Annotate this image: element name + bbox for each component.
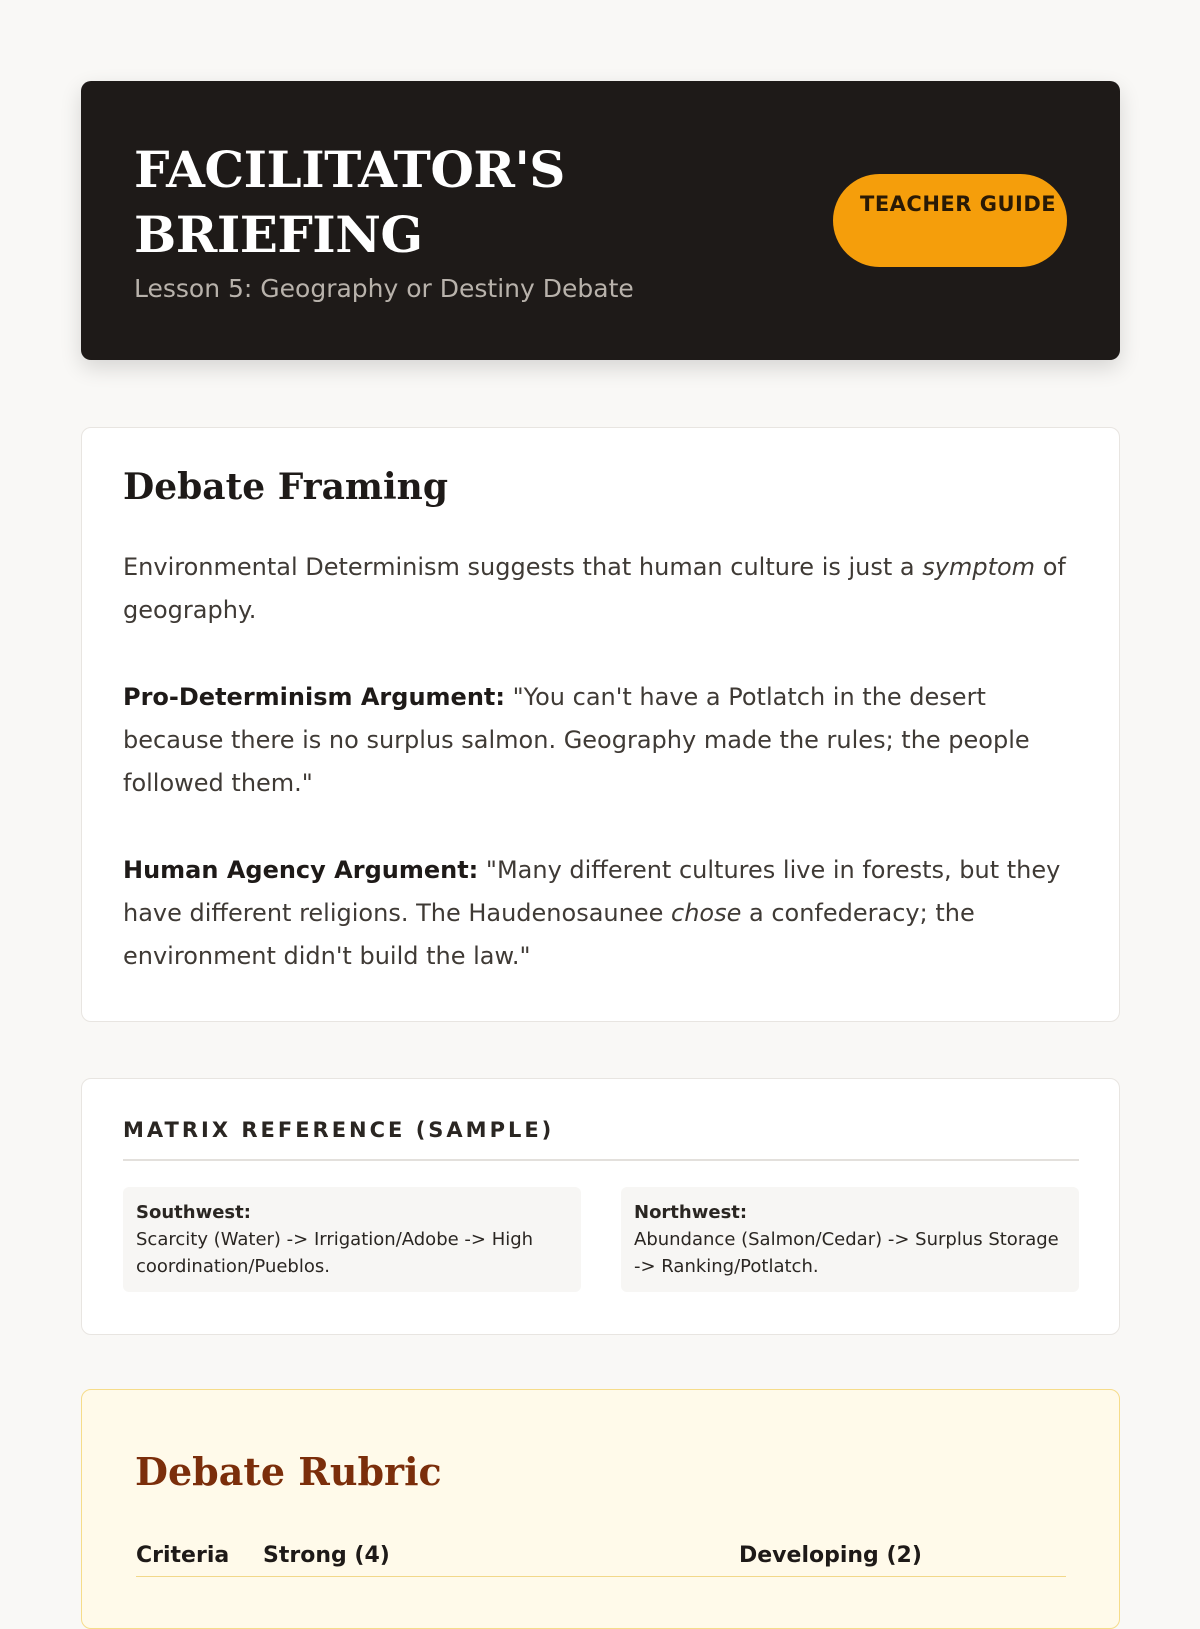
matrix-reference-card: [81, 1078, 1120, 1335]
column-header-developing: Developing (2): [739, 1543, 922, 1568]
page-subtitle: Lesson 5: Geography or Destiny Debate: [134, 274, 634, 303]
northwest-text: Abundance (Salmon/Cedar) -> Surplus Storage -> Ranking/Potlatch.: [634, 1229, 1059, 1277]
pro-determinism-text: "You can't have a Potlatch in the desert because there is no surplus salmon. Geography made the rules; the people followed them.": [123, 683, 1030, 797]
column-header-strong: Strong (4): [263, 1543, 390, 1568]
southwest-text: Scarcity (Water) -> Irrigation/Adobe -> High coordination/Pueblos.: [136, 1229, 534, 1277]
pro-determinism-argument: [123, 676, 1083, 805]
southwest-label: Southwest:: [136, 1202, 251, 1223]
human-agency-label: Human Agency Argument:: [123, 856, 479, 884]
debate-framing-card: [81, 427, 1120, 1022]
debate-framing-body: [123, 546, 1083, 1022]
column-header-criteria: Criteria: [136, 1543, 230, 1568]
matrix-cell-southwest: [123, 1187, 581, 1292]
human-agency-argument: [123, 849, 1083, 978]
matrix-cell-northwest: [621, 1187, 1079, 1292]
framing-intro-before: Environmental Determinism suggests that human culture is just a: [123, 553, 923, 581]
page-header: [81, 81, 1120, 360]
northwest-label: Northwest:: [634, 1202, 748, 1223]
pro-determinism-label: Pro-Determinism Argument:: [123, 683, 505, 711]
rubric-table-header: [136, 1541, 1066, 1577]
human-agency-emphasis: chose: [671, 899, 742, 927]
divider: [123, 1159, 1079, 1161]
framing-intro-emphasis: symptom: [922, 553, 1036, 581]
human-agency-text-before: "Many different cultures live in forests, but they have different religions. The Haudenosaunee: [123, 856, 1061, 927]
matrix-reference-heading: MATRIX REFERENCE (SAMPLE): [123, 1118, 555, 1142]
debate-framing-heading: Debate Framing: [123, 466, 449, 508]
framing-intro: [123, 546, 1083, 632]
page-title: FACILITATOR'S BRIEFING: [134, 140, 565, 264]
teacher-guide-badge: TEACHER GUIDE: [833, 174, 1067, 267]
debate-rubric-card: [81, 1389, 1120, 1629]
framing-intro-after: of geography.: [123, 553, 1066, 624]
human-agency-text-after: a confederacy; the environment didn't build the law.": [123, 899, 975, 970]
debate-rubric-heading: Debate Rubric: [135, 1449, 442, 1494]
